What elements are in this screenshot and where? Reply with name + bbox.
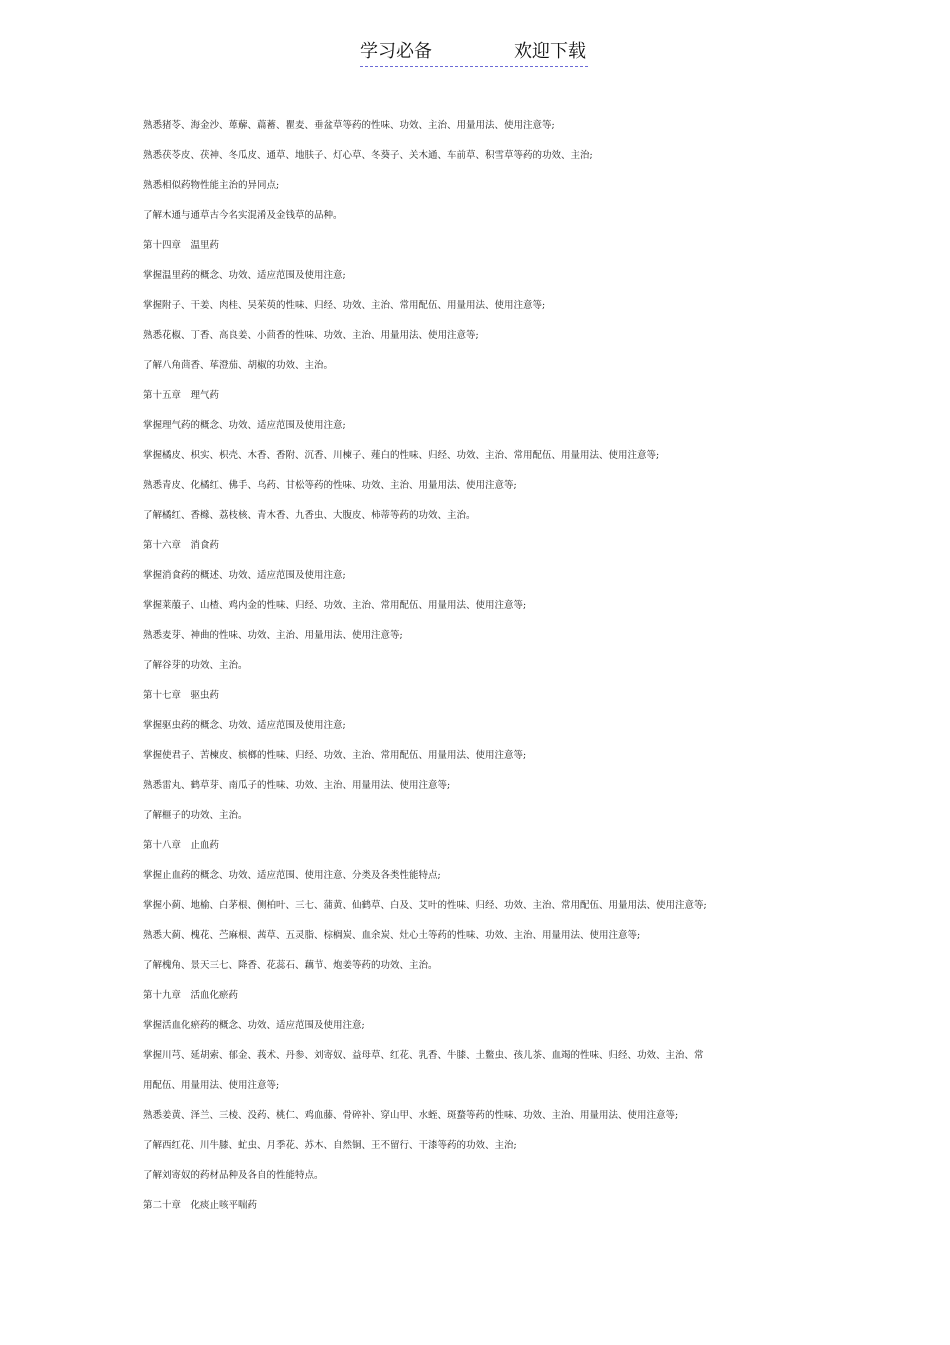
- text-line: 掌握川芎、延胡索、郁金、莪术、丹参、刘寄奴、益母草、红花、乳香、牛膝、土鳖虫、孩儿茶、血竭的性味、归经、功效、主治、常: [143, 1050, 704, 1061]
- chapter-heading: 第十九章 活血化瘀药: [143, 990, 239, 1001]
- document-body: [143, 120, 763, 1230]
- text-line: 掌握驱虫药的概念、功效、适应范围及使用注意;: [143, 720, 346, 731]
- text-line: 掌握温里药的概念、功效、适应范围及使用注意;: [143, 270, 346, 281]
- chapter-heading: 第十四章 温里药: [143, 240, 220, 251]
- text-line: 了解榧子的功效、主治。: [143, 810, 248, 821]
- text-line: 熟悉雷丸、鹤草芽、南瓜子的性味、功效、主治、用量用法、使用注意等;: [143, 780, 451, 791]
- text-line: 熟悉姜黄、泽兰、三棱、没药、桃仁、鸡血藤、骨碎补、穿山甲、水蛭、斑蝥等药的性味、功效、主治、用量用法、使用注意等;: [143, 1110, 679, 1121]
- header-right-text: 欢迎下载: [514, 41, 586, 62]
- text-line: 了解木通与通草古今名实混淆及金钱草的品种。: [143, 210, 343, 221]
- text-line: 掌握活血化瘀药的概念、功效、适应范围及使用注意;: [143, 1020, 365, 1031]
- text-line: 熟悉相似药物性能主治的异同点;: [143, 180, 280, 191]
- text-line: 了解八角茴香、荜澄茄、胡椒的功效、主治。: [143, 360, 334, 371]
- text-line: 掌握附子、干姜、肉桂、吴茱萸的性味、归经、功效、主治、常用配伍、用量用法、使用注意等;: [143, 300, 546, 311]
- text-line: 了解槐角、景天三七、降香、花蕊石、藕节、炮姜等药的功效、主治。: [143, 960, 438, 971]
- text-line: 掌握消食药的概述、功效、适应范围及使用注意;: [143, 570, 346, 581]
- text-line: 了解谷芽的功效、主治。: [143, 660, 248, 671]
- text-line: 了解刘寄奴的药材品种及各自的性能特点。: [143, 1170, 324, 1181]
- page-header: [360, 40, 588, 67]
- text-line: 了解西红花、川牛膝、虻虫、月季花、苏木、自然铜、王不留行、干漆等药的功效、主治;: [143, 1140, 517, 1151]
- text-line: 掌握止血药的概念、功效、适应范围、使用注意、分类及各类性能特点;: [143, 870, 441, 881]
- text-line: 掌握莱菔子、山楂、鸡内金的性味、归经、功效、主治、常用配伍、用量用法、使用注意等;: [143, 600, 527, 611]
- chapter-heading: 第十八章 止血药: [143, 840, 220, 851]
- text-line: 熟悉青皮、化橘红、佛手、乌药、甘松等药的性味、功效、主治、用量用法、使用注意等;: [143, 480, 517, 491]
- text-line: 熟悉茯苓皮、茯神、冬瓜皮、通草、地肤子、灯心草、冬葵子、关木通、车前草、积雪草等药的功效、主治;: [143, 150, 593, 161]
- chapter-heading: 第二十章 化痰止咳平喘药: [143, 1200, 258, 1211]
- text-line: 掌握理气药的概念、功效、适应范围及使用注意;: [143, 420, 346, 431]
- text-line: 用配伍、用量用法、使用注意等;: [143, 1080, 280, 1091]
- text-line: 掌握使君子、苦楝皮、槟榔的性味、归经、功效、主治、常用配伍、用量用法、使用注意等;: [143, 750, 527, 761]
- text-line: 熟悉麦芽、神曲的性味、功效、主治、用量用法、使用注意等;: [143, 630, 403, 641]
- text-line: 熟悉花椒、丁香、高良姜、小茴香的性味、功效、主治、用量用法、使用注意等;: [143, 330, 479, 341]
- text-line: 掌握小蓟、地榆、白茅根、侧柏叶、三七、蒲黄、仙鹤草、白及、艾叶的性味、归经、功效、主治、常用配伍、用量用法、使用注意等;: [143, 900, 707, 911]
- chapter-heading: 第十七章 驱虫药: [143, 690, 220, 701]
- text-line: 熟悉大蓟、槐花、苎麻根、茜草、五灵脂、棕榈炭、血余炭、灶心土等药的性味、功效、主治、用量用法、使用注意等;: [143, 930, 641, 941]
- text-line: 掌握橘皮、枳实、枳壳、木香、香附、沉香、川楝子、薤白的性味、归经、功效、主治、常用配伍、用量用法、使用注意等;: [143, 450, 660, 461]
- text-line: 熟悉猪苓、海金沙、萆薢、萹蓄、瞿麦、垂盆草等药的性味、功效、主治、用量用法、使用注意等;: [143, 120, 555, 131]
- header-left-text: 学习必备: [360, 41, 432, 62]
- text-line: 了解橘红、香橼、荔枝核、青木香、九香虫、大腹皮、柿蒂等药的功效、主治。: [143, 510, 476, 521]
- chapter-heading: 第十六章 消食药: [143, 540, 220, 551]
- chapter-heading: 第十五章 理气药: [143, 390, 220, 401]
